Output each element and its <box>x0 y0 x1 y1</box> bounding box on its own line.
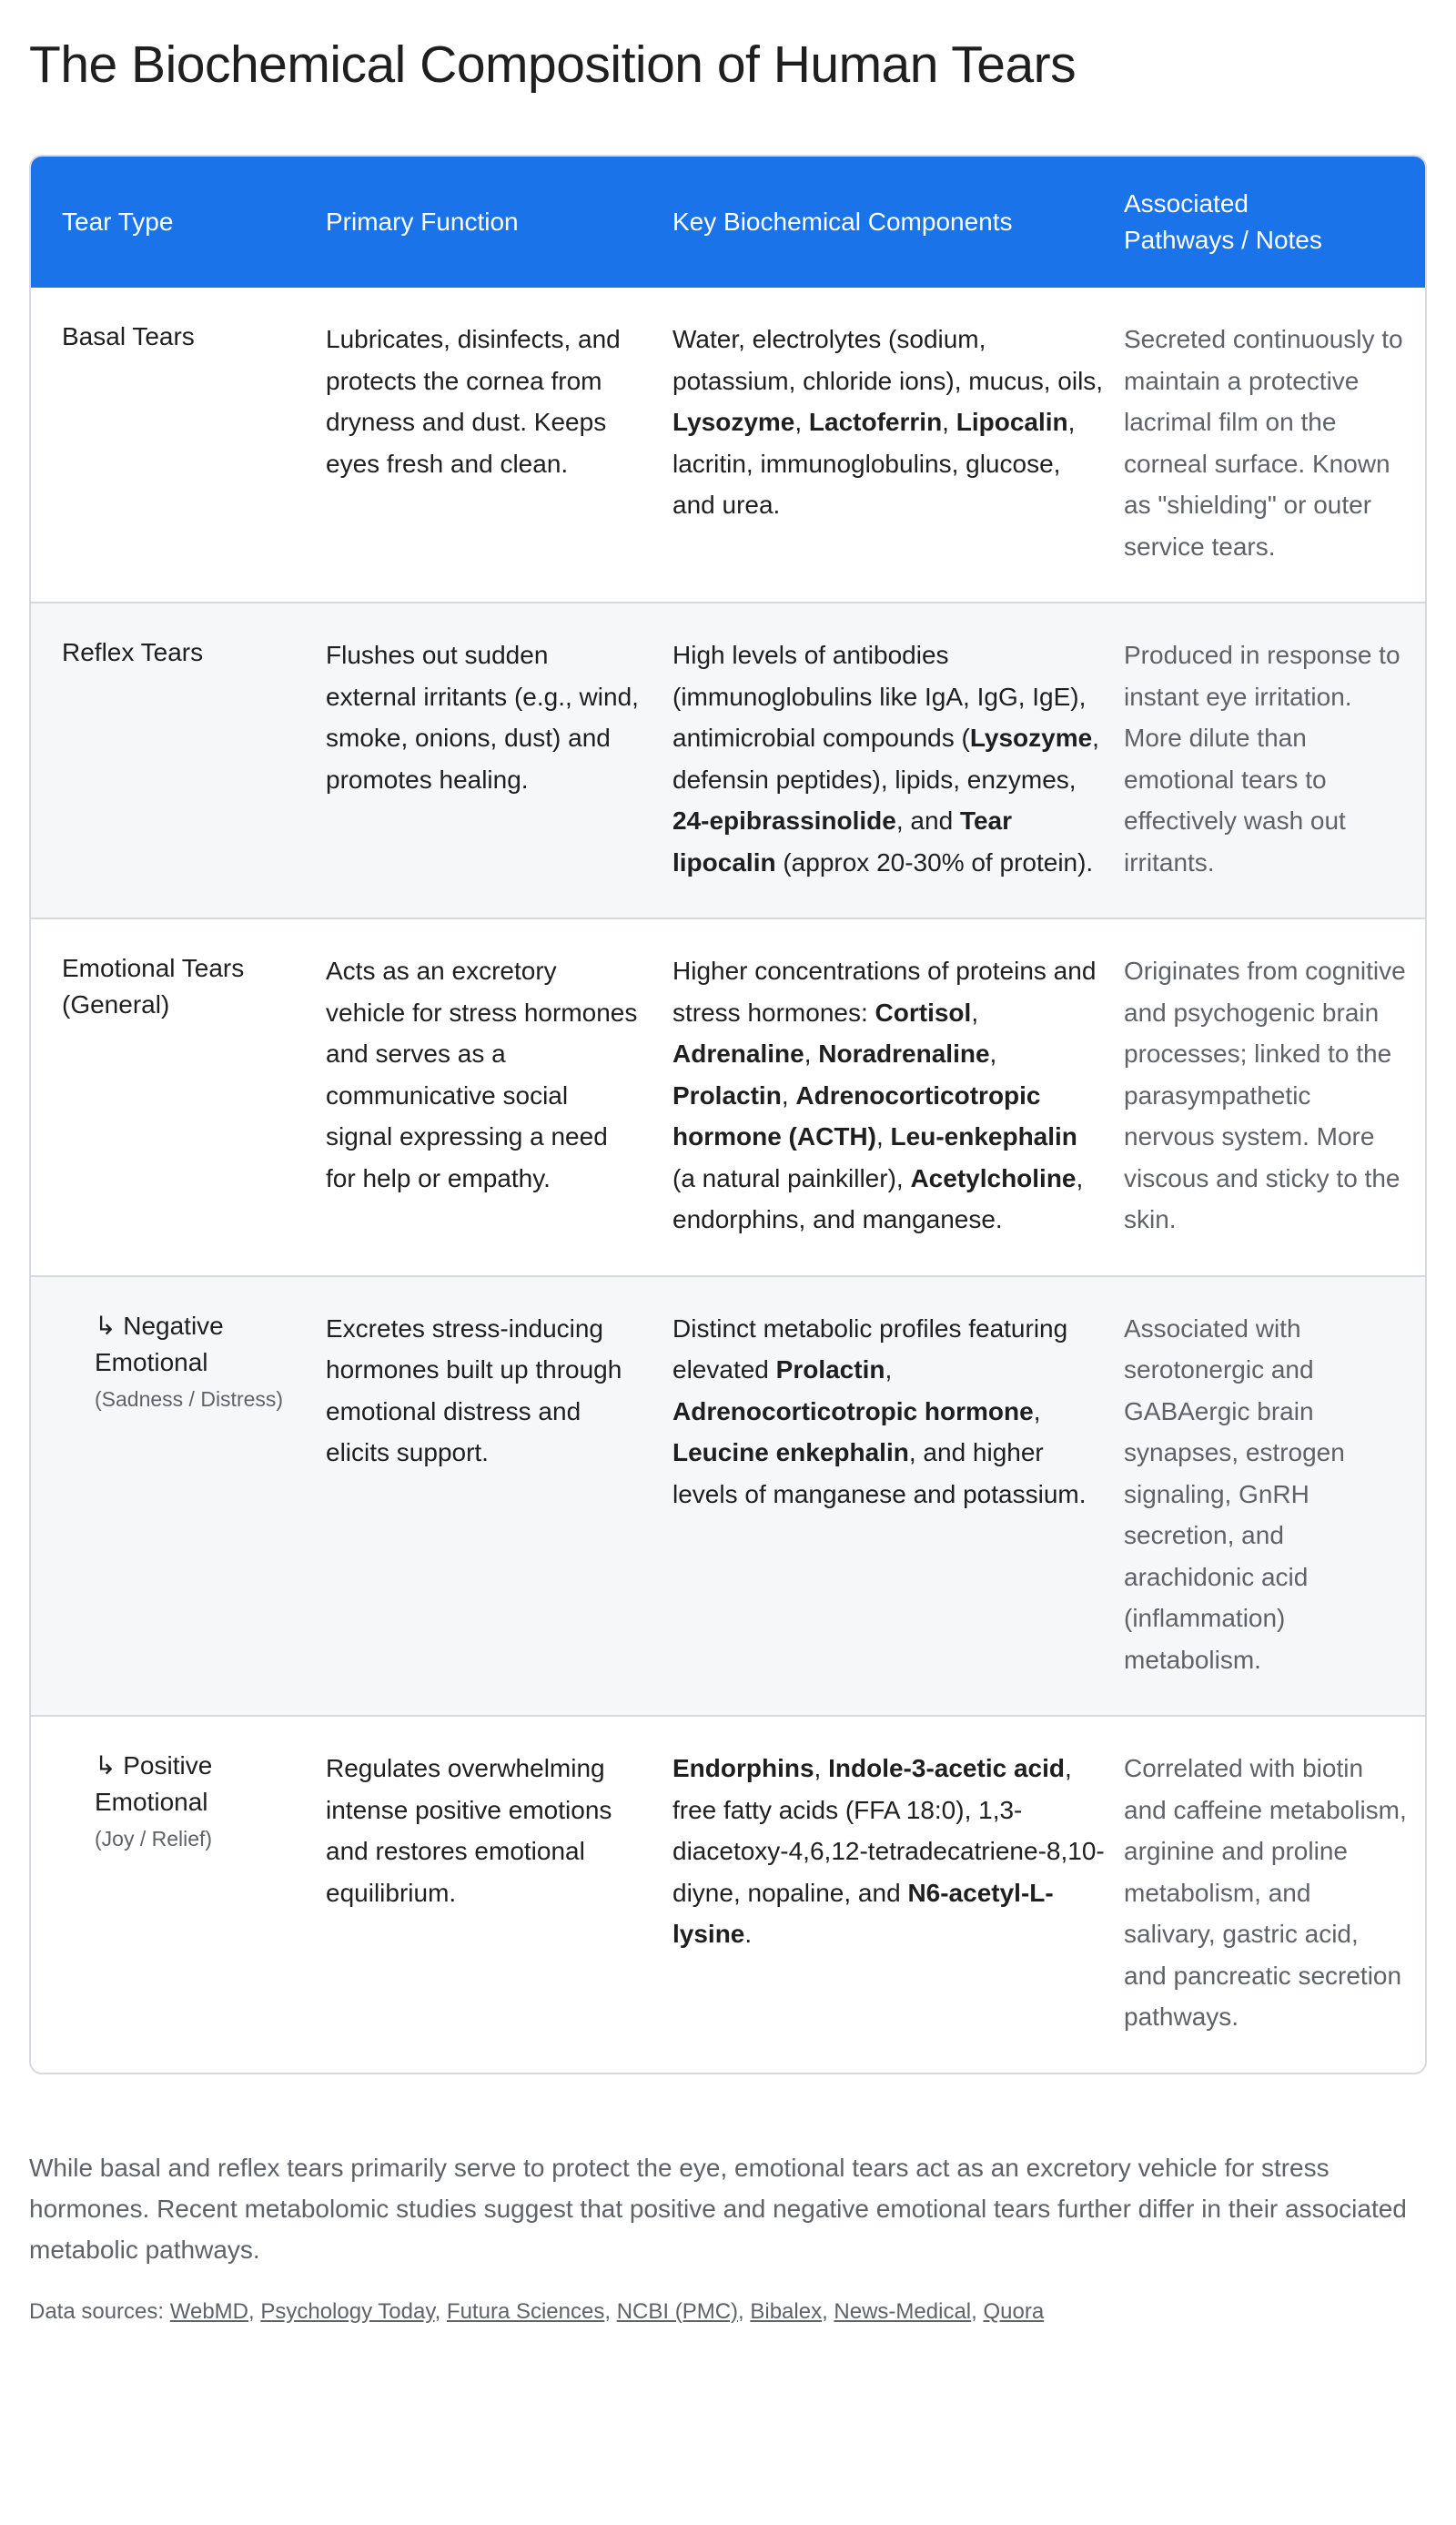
table-row <box>31 1276 1425 1717</box>
component-highlight: Indole-3-acetic acid <box>828 1754 1065 1782</box>
table-body <box>31 288 1425 2073</box>
cell-pathways-notes: Correlated with biotin and caffeine metabolism, arginine and proline metabolism, and salivary, gastric acid, and pancreatic secretion pathways. <box>1124 1716 1425 2073</box>
component-highlight: Adrenaline <box>672 1039 804 1068</box>
cell-key-components <box>660 288 1124 603</box>
cell-tear-type <box>31 1716 311 2073</box>
component-highlight: Prolactin <box>672 1080 782 1110</box>
component-highlight: Adrenocorticotropic hormone (ACTH) <box>672 1080 1041 1151</box>
component-text: , <box>781 1080 796 1110</box>
component-text: . <box>744 1920 753 1948</box>
component-text: Distinct metabolic profiles featuring elevated <box>672 1313 1068 1384</box>
cell-primary-function: Flushes out sudden external irritants (e.g., wind, smoke, onions, dust) and promotes healing. <box>311 603 660 918</box>
tear-type-label: Reflex Tears <box>62 638 204 666</box>
component-highlight: Lactoferrin <box>808 408 943 436</box>
table-row <box>31 918 1425 1276</box>
component-highlight: Adrenocorticotropic hormone <box>672 1396 1034 1425</box>
component-highlight: Tear lipocalin <box>672 806 1013 877</box>
cell-tear-type <box>31 1276 311 1717</box>
table-row <box>31 1716 1425 2073</box>
component-text: (a natural painkiller), <box>672 1163 911 1192</box>
component-highlight: N6-acetyl-L-lysine <box>672 1878 1054 1948</box>
cell-primary-function: Acts as an excretory vehicle for stress hormones and serves as a communicative social signal expressing a need for help or empathy. <box>311 918 660 1276</box>
table-row <box>31 288 1425 603</box>
source-link[interactable]: Psychology Today <box>260 2298 435 2324</box>
component-text: , and <box>895 806 960 835</box>
component-text: , lacritin, immunoglobulins, glucose, and urea. <box>672 408 1076 519</box>
cell-primary-function: Lubricates, disinfects, and protects the cornea from dryness and dust. Keeps eyes fresh and clean. <box>326 325 621 478</box>
source-links <box>170 2299 1044 2324</box>
tear-type-label: ↳ Negative Emotional <box>95 1311 224 1376</box>
table-header <box>31 157 1425 288</box>
tears-table <box>31 157 1425 2073</box>
tear-type-label: Emotional Tears (General) <box>62 954 245 1019</box>
component-highlight: Lysozyme <box>969 724 1093 752</box>
summary-paragraph: While basal and reflex tears primarily serve to protect the eye, emotional tears act as an excretory vehicle for stress hormones. Recent metabolomic studies suggest that positive and negative emotional tears further differ in their associated metabolic pathways. <box>29 2153 1407 2264</box>
component-highlight: Acetylcholine <box>910 1163 1077 1192</box>
cell-key-components <box>660 1716 1124 2073</box>
header-notes-line2: Pathways / Notes <box>1124 226 1322 254</box>
component-highlight: 24-epibrassinolide <box>672 806 896 835</box>
component-highlight: Lysozyme <box>672 408 795 436</box>
component-highlight: Cortisol <box>875 998 972 1027</box>
source-separator: , <box>248 2298 261 2324</box>
component-highlight: Prolactin <box>775 1355 885 1384</box>
tear-type-label: Basal Tears <box>62 322 195 350</box>
header-key-components: Key Biochemical Components <box>660 157 1124 288</box>
source-link[interactable]: NCBI (PMC) <box>616 2298 739 2324</box>
cell-key-components <box>660 603 1124 918</box>
cell-primary-function: Regulates overwhelming intense positive emotions and restores emotional equilibrium. <box>311 1716 660 2073</box>
source-link[interactable]: Quora <box>983 2298 1045 2324</box>
source-separator: , <box>971 2298 984 2324</box>
source-link[interactable]: News-Medical <box>834 2298 972 2324</box>
cell-key-components <box>660 918 1124 1276</box>
component-text: Higher concentrations of proteins and stress hormones: <box>672 957 1097 1027</box>
cell-pathways-notes: Associated with serotonergic and GABAergic brain synapses, estrogen signaling, GnRH secretion, and arachidonic acid (inflammation) metabolism. <box>1124 1276 1425 1717</box>
component-text: , and higher levels of manganese and potassium. <box>672 1438 1087 1508</box>
component-highlight: Leu-enkephalin <box>890 1122 1077 1151</box>
component-text: (approx 20-30% of protein). <box>775 847 1094 877</box>
cell-key-components <box>660 1276 1124 1717</box>
component-text: , <box>814 1754 829 1782</box>
component-text: Water, electrolytes (sodium, potassium, chloride ions), mucus, oils, <box>672 325 1104 395</box>
tears-table-container <box>29 155 1427 2074</box>
cell-primary-function: Excretes stress-inducing hormones built up through emotional distress and elicits support. <box>311 1276 660 1717</box>
component-text: , <box>794 408 809 436</box>
sources-label: Data sources: <box>29 2298 165 2324</box>
component-text: , <box>942 408 956 436</box>
cell-tear-type <box>31 603 311 918</box>
component-text: , <box>989 1039 997 1068</box>
source-separator: , <box>738 2298 751 2324</box>
component-text: High levels of antibodies (immunoglobulins like IgA, IgG, IgE), antimicrobial compounds ( <box>672 641 1087 752</box>
source-separator: , <box>434 2298 447 2324</box>
component-text: , <box>804 1039 819 1068</box>
source-link[interactable]: WebMD <box>169 2298 248 2324</box>
component-text: , <box>1033 1396 1041 1425</box>
source-link[interactable]: Futura Sciences <box>446 2298 605 2324</box>
component-text: , <box>885 1355 893 1384</box>
header-primary-function: Primary Function <box>311 157 660 288</box>
page-title: The Biochemical Composition of Human Tears <box>29 35 1077 94</box>
tear-type-label: ↳ Positive Emotional <box>95 1751 213 1816</box>
cell-tear-type <box>31 918 311 1276</box>
header-notes-line1: Associated <box>1124 189 1249 218</box>
component-text: , defensin peptides), lipids, enzymes, <box>672 724 1099 794</box>
cell-pathways-notes: Originates from cognitive and psychogenic brain processes; linked to the parasympathetic nervous system. More viscous and sticky to the skin. <box>1124 918 1425 1276</box>
header-tear-type: Tear Type <box>31 157 311 288</box>
header-pathways-notes <box>1124 157 1425 288</box>
component-highlight: Endorphins <box>672 1754 814 1782</box>
component-text: , free fatty acids (FFA 18:0), 1,3-diacetoxy-4,6,12-tetradecatriene-8,10-diyne, nopaline, and <box>672 1754 1105 1907</box>
component-text: , <box>971 998 979 1027</box>
header-row <box>31 157 1425 288</box>
source-link[interactable]: Bibalex <box>750 2298 823 2324</box>
component-highlight: Noradrenaline <box>818 1039 990 1068</box>
table-row <box>31 603 1425 918</box>
component-highlight: Leucine enkephalin <box>672 1438 909 1466</box>
cell-pathways-notes: Secreted continuously to maintain a protective lacrimal film on the corneal surface. Known as "shielding" or outer service tears. <box>1124 325 1403 561</box>
component-highlight: Lipocalin <box>956 408 1068 436</box>
source-separator: , <box>604 2298 617 2324</box>
tear-type-subnote: (Sadness / Distress) <box>95 1386 284 1411</box>
cell-tear-type <box>31 288 311 603</box>
cell-pathways-notes: Produced in response to instant eye irritation. More dilute than emotional tears to effectively wash out irritants. <box>1124 603 1425 918</box>
data-sources <box>29 2296 1427 2328</box>
component-text: , <box>875 1122 891 1151</box>
source-separator: , <box>822 2298 834 2324</box>
tear-type-subnote: (Joy / Relief) <box>95 1827 213 1851</box>
component-text: , endorphins, and manganese. <box>672 1163 1084 1233</box>
